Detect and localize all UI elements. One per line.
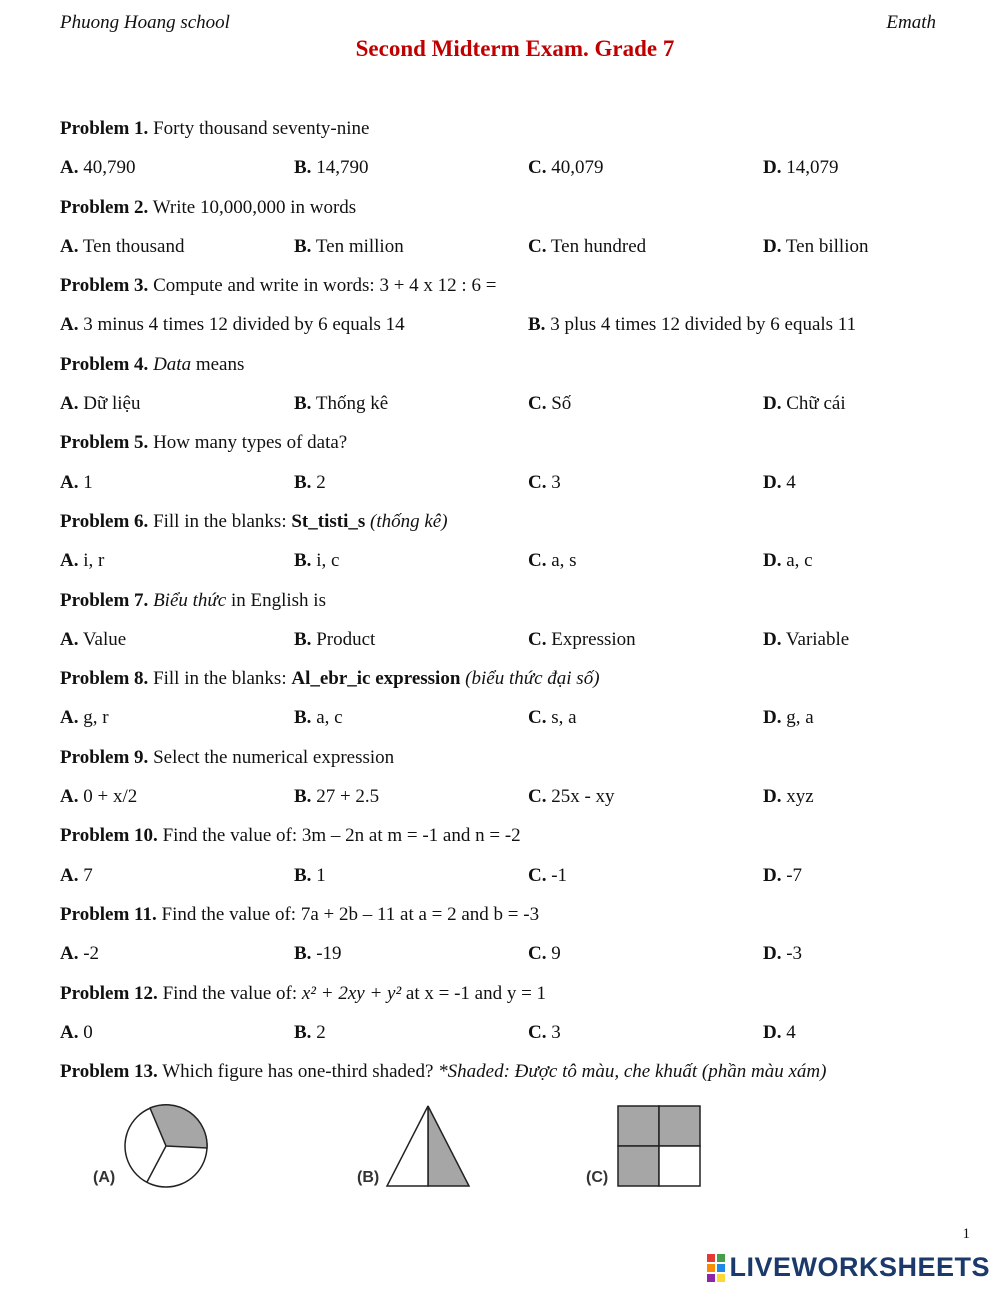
problem-bold-term: St_tisti_s xyxy=(291,510,366,532)
figure-a-circle[interactable] xyxy=(122,1103,212,1189)
option-d[interactable] xyxy=(763,862,802,890)
option-c[interactable] xyxy=(528,1019,561,1047)
problem-text-after: means xyxy=(195,353,245,375)
option-a[interactable] xyxy=(60,1019,93,1047)
option-letter: A. xyxy=(60,707,79,729)
option-d[interactable] xyxy=(763,940,802,968)
option-letter: A. xyxy=(60,393,79,415)
option-letter: C. xyxy=(528,943,547,965)
option-text: -7 xyxy=(786,864,803,886)
option-text: 2 xyxy=(316,471,326,493)
option-letter: C. xyxy=(528,471,547,493)
option-a[interactable] xyxy=(60,783,137,811)
option-letter: B. xyxy=(294,628,312,650)
problem-text: Find the value of: 7a + 2b – 11 at a = 2 and b = -3 xyxy=(161,903,540,925)
problem-6 xyxy=(60,508,960,547)
answer-options xyxy=(60,469,960,508)
problem-number: Problem 2. xyxy=(60,196,149,218)
option-letter: D. xyxy=(763,471,782,493)
option-letter: C. xyxy=(528,786,547,808)
problem-number: Problem 4. xyxy=(60,353,149,375)
problem-text: Compute and write in words: 3 + 4 x 12 : 6 = xyxy=(153,275,497,297)
problem-12 xyxy=(60,980,960,1019)
problem-7 xyxy=(60,587,960,626)
option-letter: C. xyxy=(528,393,547,415)
option-text: 1 xyxy=(316,864,326,886)
option-text: Ten hundred xyxy=(550,235,647,257)
option-b[interactable] xyxy=(294,1019,326,1047)
option-c[interactable] xyxy=(528,626,636,654)
option-text: xyz xyxy=(786,786,814,808)
option-text: 3 plus 4 times 12 divided by 6 equals 11 xyxy=(550,314,857,336)
option-text: g, r xyxy=(83,707,109,729)
option-letter: D. xyxy=(763,1021,782,1043)
option-text: 14,079 xyxy=(786,157,839,179)
option-letter: A. xyxy=(60,471,79,493)
option-text: i, c xyxy=(316,550,340,572)
option-text: Ten thousand xyxy=(82,235,185,257)
figure-b-triangle[interactable] xyxy=(385,1104,473,1188)
option-c[interactable] xyxy=(528,390,571,418)
option-d[interactable] xyxy=(763,154,838,182)
option-b[interactable] xyxy=(528,311,856,339)
option-c[interactable] xyxy=(528,547,577,575)
option-b[interactable] xyxy=(294,547,339,575)
answer-options xyxy=(60,547,960,586)
problem-number: Problem 1. xyxy=(60,118,149,139)
problem-4 xyxy=(60,351,960,390)
option-letter: C. xyxy=(528,235,547,257)
figure-c-label: (C) xyxy=(586,1169,609,1186)
option-text: 0 + x/2 xyxy=(83,786,138,808)
option-letter: D. xyxy=(763,235,782,257)
problem-list xyxy=(60,115,960,1097)
option-letter: A. xyxy=(60,235,79,257)
option-d[interactable] xyxy=(763,783,814,811)
problem-2 xyxy=(60,194,960,233)
problem-text: How many types of data? xyxy=(153,432,348,454)
option-letter: D. xyxy=(763,943,782,965)
option-text: a, c xyxy=(786,550,813,572)
option-a[interactable] xyxy=(60,469,93,497)
option-letter: A. xyxy=(60,157,79,179)
option-text: Variable xyxy=(785,628,850,650)
option-letter: B. xyxy=(294,864,312,886)
figures-row xyxy=(0,1100,760,1200)
option-text: 2 xyxy=(316,1021,326,1043)
problem-math: x² + 2xy + y² xyxy=(301,982,402,1004)
option-text: Value xyxy=(82,628,127,650)
answer-options xyxy=(60,233,960,272)
option-letter: D. xyxy=(763,786,782,808)
option-letter: A. xyxy=(60,864,79,886)
problem-number: Problem 12. xyxy=(60,982,158,1004)
option-text: 40,079 xyxy=(551,157,604,179)
problem-text: Fill in the blanks: xyxy=(153,510,287,532)
option-letter: C. xyxy=(528,157,547,179)
option-a[interactable] xyxy=(60,154,135,182)
option-letter: C. xyxy=(528,707,547,729)
problem-number: Problem 8. xyxy=(60,668,149,690)
school-name: Phuong Hoang school xyxy=(60,12,230,33)
option-a[interactable] xyxy=(60,233,184,261)
problem-text-after: at x = -1 and y = 1 xyxy=(405,982,547,1004)
option-d[interactable] xyxy=(763,704,814,732)
option-text: 4 xyxy=(786,471,796,493)
option-a[interactable] xyxy=(60,311,405,339)
option-letter: B. xyxy=(294,943,312,965)
option-text: Expression xyxy=(551,628,636,650)
option-letter: A. xyxy=(60,786,79,808)
answer-options xyxy=(60,311,960,350)
option-text: i, r xyxy=(83,550,105,572)
problem-text: Forty thousand seventy-nine xyxy=(153,118,370,139)
problem-11 xyxy=(60,901,960,940)
option-text: Product xyxy=(316,628,376,650)
problem-text: Which figure has one-third shaded? xyxy=(162,1061,434,1083)
option-letter: D. xyxy=(763,157,782,179)
option-a[interactable] xyxy=(60,390,141,418)
option-text: a, s xyxy=(551,550,577,572)
option-b[interactable] xyxy=(294,862,326,890)
option-c[interactable] xyxy=(528,233,646,261)
option-d[interactable] xyxy=(763,233,868,261)
answer-options xyxy=(60,1019,960,1058)
answer-options xyxy=(60,940,960,979)
option-text: 1 xyxy=(83,471,93,493)
option-letter: D. xyxy=(763,707,782,729)
option-letter: A. xyxy=(60,550,79,572)
option-text: 7 xyxy=(83,864,93,886)
option-b[interactable] xyxy=(294,233,404,261)
option-letter: B. xyxy=(294,235,312,257)
option-b[interactable] xyxy=(294,704,343,732)
option-b[interactable] xyxy=(294,154,368,182)
option-a[interactable] xyxy=(60,626,126,654)
answer-options xyxy=(60,626,960,665)
option-text: 25x - xy xyxy=(551,786,615,808)
option-letter: B. xyxy=(294,550,312,572)
option-b[interactable] xyxy=(294,390,388,418)
option-letter: A. xyxy=(60,314,79,336)
option-text: 0 xyxy=(83,1021,93,1043)
option-letter: A. xyxy=(60,628,79,650)
problem-8 xyxy=(60,665,960,704)
problem-text: Find the value of: 3m – 2n at m = -1 and n = -2 xyxy=(162,825,521,847)
option-text: 3 xyxy=(551,471,561,493)
option-letter: A. xyxy=(60,943,79,965)
option-b[interactable] xyxy=(294,469,326,497)
problem-number: Problem 3. xyxy=(60,275,149,297)
option-d[interactable] xyxy=(763,626,849,654)
option-text: -3 xyxy=(786,943,803,965)
problem-10 xyxy=(60,822,960,861)
answer-options xyxy=(60,704,960,743)
option-text: 3 xyxy=(551,1021,561,1043)
option-c[interactable] xyxy=(528,862,567,890)
option-d[interactable] xyxy=(763,1019,796,1047)
option-d[interactable] xyxy=(763,390,846,418)
option-letter: D. xyxy=(763,864,782,886)
problem-5 xyxy=(60,429,960,468)
problem-number: Problem 13. xyxy=(60,1061,158,1083)
option-letter: C. xyxy=(528,550,547,572)
option-text: -1 xyxy=(551,864,568,886)
option-text: 40,790 xyxy=(83,157,136,179)
option-a[interactable] xyxy=(60,704,109,732)
logo-mark-icon xyxy=(707,1254,725,1282)
option-text: -2 xyxy=(83,943,100,965)
problem-text: Fill in the blanks: xyxy=(153,668,287,690)
figure-b-label: (B) xyxy=(357,1169,380,1186)
problem-text-after: in English is xyxy=(230,589,326,611)
logo-text: LIVEWORKSHEETS xyxy=(729,1252,990,1282)
problem-italic-term: Data xyxy=(153,353,192,375)
option-text: Ten million xyxy=(315,235,404,257)
option-text: s, a xyxy=(551,707,577,729)
answer-options xyxy=(60,390,960,429)
option-text: 14,790 xyxy=(316,157,369,179)
liveworksheets-logo xyxy=(707,1252,990,1283)
option-c[interactable] xyxy=(528,940,561,968)
option-text: g, a xyxy=(786,707,814,729)
option-b[interactable] xyxy=(294,783,379,811)
problem-text: Select the numerical expression xyxy=(153,746,395,768)
option-text: 4 xyxy=(786,1021,796,1043)
option-text: a, c xyxy=(316,707,343,729)
option-text: Dữ liệu xyxy=(83,393,141,415)
problem-number: Problem 6. xyxy=(60,510,149,532)
option-letter: B. xyxy=(294,157,312,179)
exam-title: Second Midterm Exam. Grade 7 xyxy=(355,36,675,61)
problem-italic-term: Biểu thức xyxy=(153,589,227,611)
option-b[interactable] xyxy=(294,940,342,968)
option-d[interactable] xyxy=(763,469,796,497)
option-a[interactable] xyxy=(60,862,93,890)
option-text: 3 minus 4 times 12 divided by 6 equals 14 xyxy=(83,314,405,336)
option-text: Chữ cái xyxy=(786,393,846,415)
option-letter: C. xyxy=(528,1021,547,1043)
option-letter: D. xyxy=(763,550,782,572)
figure-a-label: (A) xyxy=(93,1169,116,1186)
brand-name: Emath xyxy=(886,12,936,33)
problem-italic-term: (thống kê) xyxy=(370,510,448,532)
option-letter: B. xyxy=(294,1021,312,1043)
problem-9 xyxy=(60,744,960,783)
answer-options xyxy=(60,154,960,193)
problem-italic-term: *Shaded: Được tô màu, che khuất (phần màu xám) xyxy=(438,1061,827,1083)
option-letter: B. xyxy=(294,786,312,808)
figure-c-square[interactable] xyxy=(616,1104,702,1188)
option-letter: D. xyxy=(763,628,782,650)
option-letter: C. xyxy=(528,628,547,650)
problem-number: Problem 10. xyxy=(60,825,158,847)
option-letter: B. xyxy=(528,314,546,336)
option-text: Ten billion xyxy=(785,235,869,257)
answer-options xyxy=(60,862,960,901)
problem-text: Find the value of: xyxy=(162,982,298,1004)
option-text: Số xyxy=(551,393,572,415)
problem-13 xyxy=(60,1058,960,1097)
option-text: 9 xyxy=(551,943,561,965)
option-c[interactable] xyxy=(528,783,615,811)
problem-1 xyxy=(60,115,960,154)
option-letter: B. xyxy=(294,707,312,729)
option-text: 27 + 2.5 xyxy=(316,786,380,808)
option-b[interactable] xyxy=(294,626,375,654)
option-letter: B. xyxy=(294,471,312,493)
answer-options xyxy=(60,783,960,822)
option-d[interactable] xyxy=(763,547,813,575)
option-letter: C. xyxy=(528,864,547,886)
problem-number: Problem 5. xyxy=(60,432,149,454)
option-c[interactable] xyxy=(528,704,577,732)
option-letter: D. xyxy=(763,393,782,415)
option-a[interactable] xyxy=(60,940,99,968)
problem-number: Problem 11. xyxy=(60,903,157,925)
problem-text: Write 10,000,000 in words xyxy=(152,196,357,218)
option-text: Thống kê xyxy=(315,393,389,415)
option-c[interactable] xyxy=(528,469,561,497)
problem-number: Problem 9. xyxy=(60,746,149,768)
option-letter: B. xyxy=(294,393,312,415)
option-letter: A. xyxy=(60,1021,79,1043)
problem-3 xyxy=(60,272,960,311)
problem-number: Problem 7. xyxy=(60,589,149,611)
page-number: 1 xyxy=(962,1226,970,1242)
problem-italic-term: (biểu thức đại số) xyxy=(465,668,600,690)
option-c[interactable] xyxy=(528,154,603,182)
option-text: -19 xyxy=(316,943,342,965)
option-a[interactable] xyxy=(60,547,104,575)
problem-bold-term: Al_ebr_ic expression xyxy=(291,668,461,690)
